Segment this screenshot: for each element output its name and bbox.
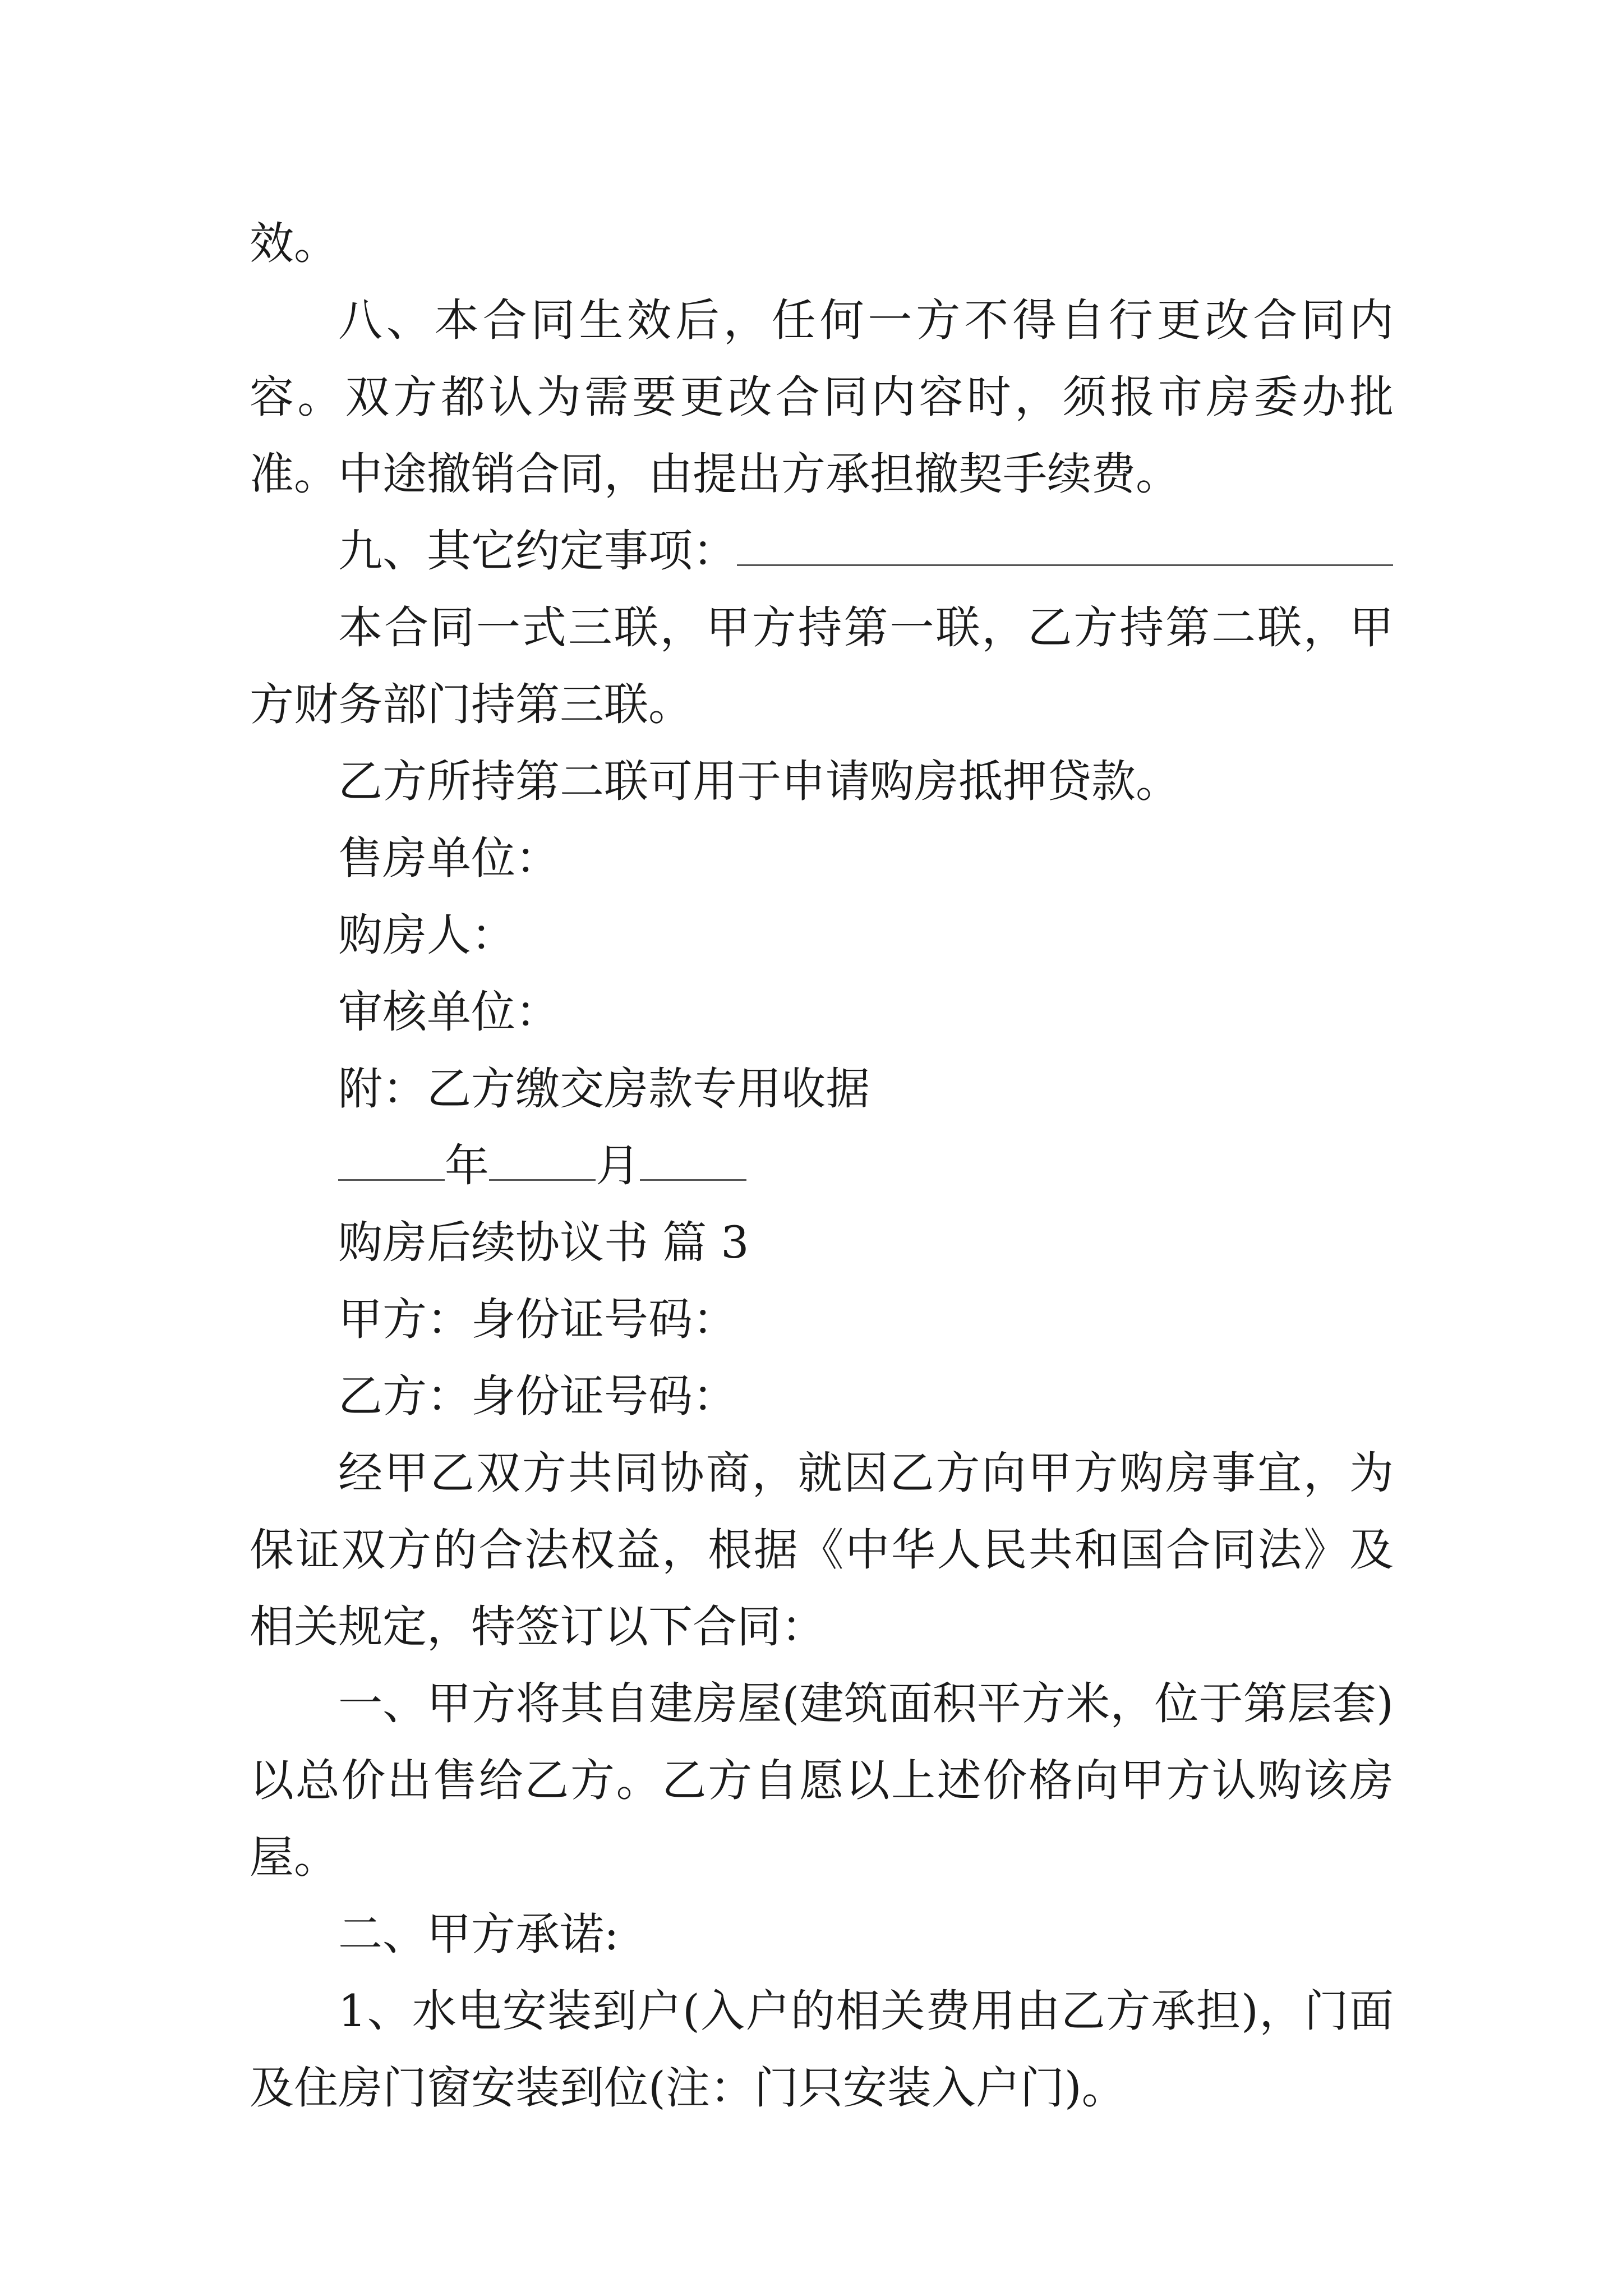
fill-in-blank: [737, 513, 1393, 566]
preamble: 经甲乙双方共同协商，就因乙方向甲方购房事宜，为保证双方的合法权益，根据《中华人民共和国合同法》及相关规定，特签订以下合同：: [250, 1447, 1394, 1653]
attachment-note: 附：乙方缴交房款专用收据: [338, 1063, 870, 1115]
clause-nine: [250, 513, 1394, 590]
copies-clause: 本合同一式三联，甲方持第一联，乙方持第二联，甲方财务部门持第三联。: [250, 602, 1394, 730]
party-a-line: 甲方：身份证号码：: [338, 1294, 737, 1345]
paragraph-continuation: 效。: [250, 218, 338, 269]
buyer-signature-line: 购房人：: [338, 909, 515, 961]
section-title: 购房后续协议书 篇 3: [338, 1217, 749, 1268]
month-label: 月: [596, 1140, 640, 1191]
clause-two-item-one: 1、水电安装到户(入户的相关费用由乙方承担)，门面及住房门窗安装到位(注：门只安装入户门)。: [250, 1985, 1394, 2114]
mortgage-clause: 乙方所持第二联可用于申请购房抵押贷款。: [338, 756, 1180, 807]
year-label: 年: [445, 1140, 489, 1191]
day-blank: [640, 1128, 746, 1181]
date-line: [250, 1128, 1394, 1204]
month-blank: [489, 1128, 596, 1181]
reviewer-signature-line: 审核单位：: [338, 986, 560, 1038]
clause-two-heading: 二、甲方承诺:: [338, 1908, 619, 1960]
party-b-line: 乙方：身份证号码：: [338, 1370, 737, 1422]
clause-one: 一、甲方将其自建房屋(建筑面积平方米，位于第层套)以总价出售给乙方。乙方自愿以上述价格向甲方认购该房屋。: [250, 1678, 1394, 1883]
document-page: [250, 205, 1394, 2127]
clause-nine-label: 九、其它约定事项：: [338, 525, 737, 577]
year-blank: [338, 1128, 445, 1181]
clause-eight: 八、本合同生效后，任何一方不得自行更改合同内容。双方都认为需要更改合同内容时，须报市房委办批准。中途撤销合同，由提出方承担撤契手续费。: [250, 295, 1394, 500]
seller-signature-line: 售房单位：: [338, 832, 560, 884]
